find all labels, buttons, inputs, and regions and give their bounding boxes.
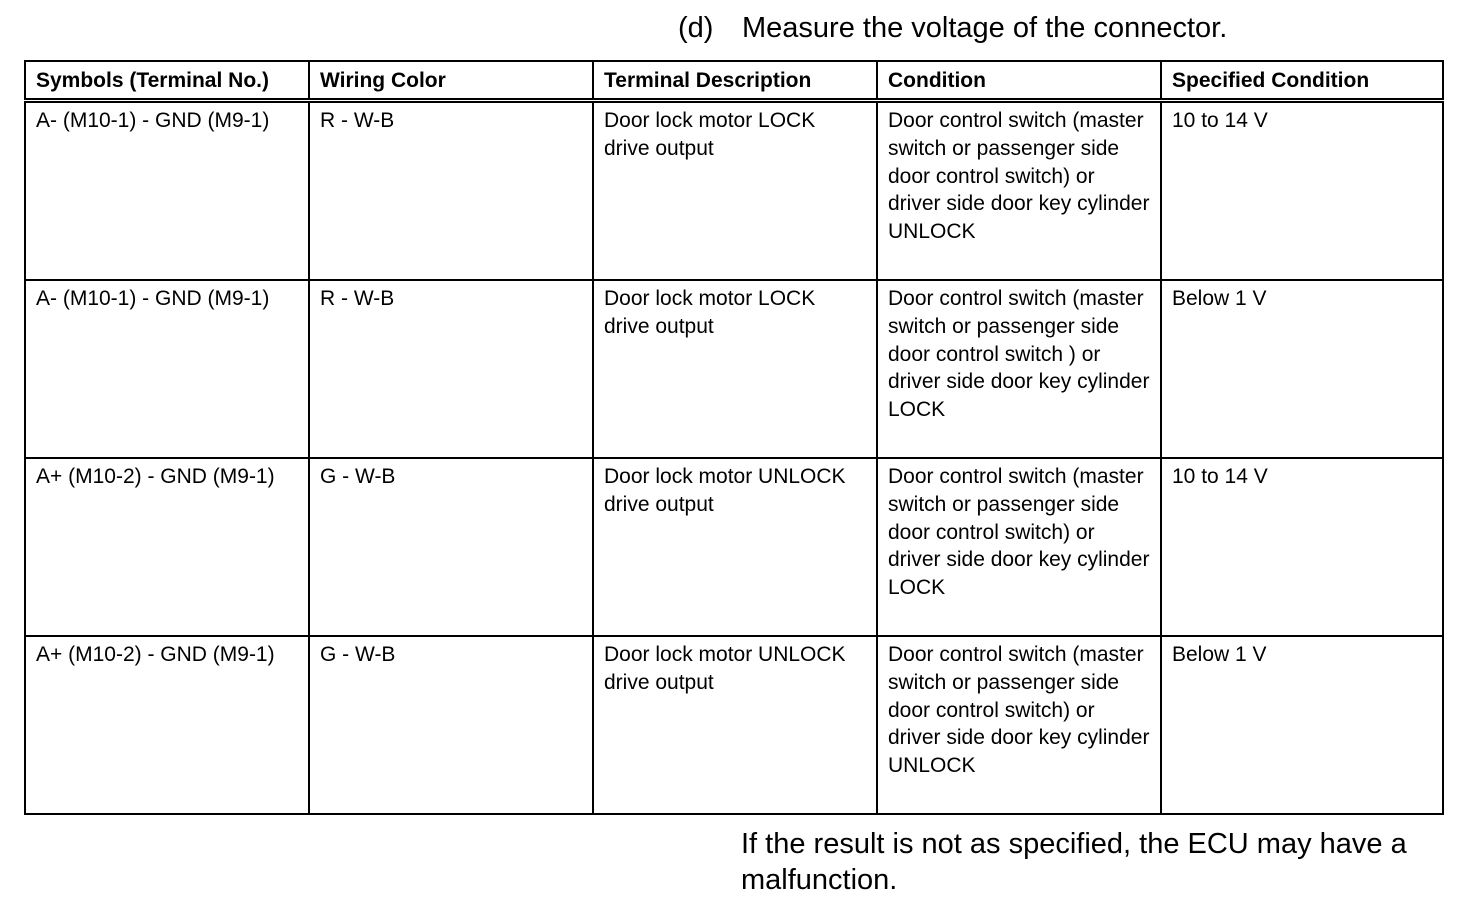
cell-specified-condition: 10 to 14 V (1161, 101, 1443, 281)
cell-wiring-color: G - W-B (309, 458, 593, 636)
header-symbols: Symbols (Terminal No.) (25, 61, 309, 101)
header-specified-condition: Specified Condition (1161, 61, 1443, 101)
step-text: Measure the voltage of the connector. (742, 12, 1228, 44)
cell-wiring-color: G - W-B (309, 636, 593, 814)
cell-symbols: A+ (M10-2) - GND (M9-1) (25, 458, 309, 636)
cell-wiring-color: R - W-B (309, 280, 593, 458)
cell-terminal-description: Door lock motor LOCK drive output (593, 280, 877, 458)
voltage-spec-table (24, 60, 1444, 815)
step-label: (d) (678, 12, 714, 44)
cell-specified-condition: Below 1 V (1161, 636, 1443, 814)
cell-terminal-description: Door lock motor LOCK drive output (593, 101, 877, 281)
cell-symbols: A- (M10-1) - GND (M9-1) (25, 101, 309, 281)
table-row (25, 280, 1443, 458)
cell-condition: Door control switch (master switch or passenger side door control switch) or driver side door key cylinder UNLOCK (877, 636, 1161, 814)
header-wiring-color: Wiring Color (309, 61, 593, 101)
result-note: If the result is not as specified, the ECU may have a malfunction. (741, 828, 1407, 896)
step-instruction (678, 10, 1227, 46)
header-condition: Condition (877, 61, 1161, 101)
cell-symbols: A+ (M10-2) - GND (M9-1) (25, 636, 309, 814)
cell-condition: Door control switch (master switch or passenger side door control switch ) or driver side door key cylinder LOCK (877, 280, 1161, 458)
cell-symbols: A- (M10-1) - GND (M9-1) (25, 280, 309, 458)
table-row (25, 458, 1443, 636)
table-row (25, 636, 1443, 814)
header-terminal-description: Terminal Description (593, 61, 877, 101)
cell-wiring-color: R - W-B (309, 101, 593, 281)
cell-terminal-description: Door lock motor UNLOCK drive output (593, 636, 877, 814)
cell-condition: Door control switch (master switch or passenger side door control switch) or driver side door key cylinder LOCK (877, 458, 1161, 636)
cell-condition: Door control switch (master switch or passenger side door control switch) or driver side door key cylinder UNLOCK (877, 101, 1161, 281)
table-row (25, 101, 1443, 281)
cell-terminal-description: Door lock motor UNLOCK drive output (593, 458, 877, 636)
cell-specified-condition: Below 1 V (1161, 280, 1443, 458)
table-header-row (25, 61, 1443, 101)
cell-specified-condition: 10 to 14 V (1161, 458, 1443, 636)
